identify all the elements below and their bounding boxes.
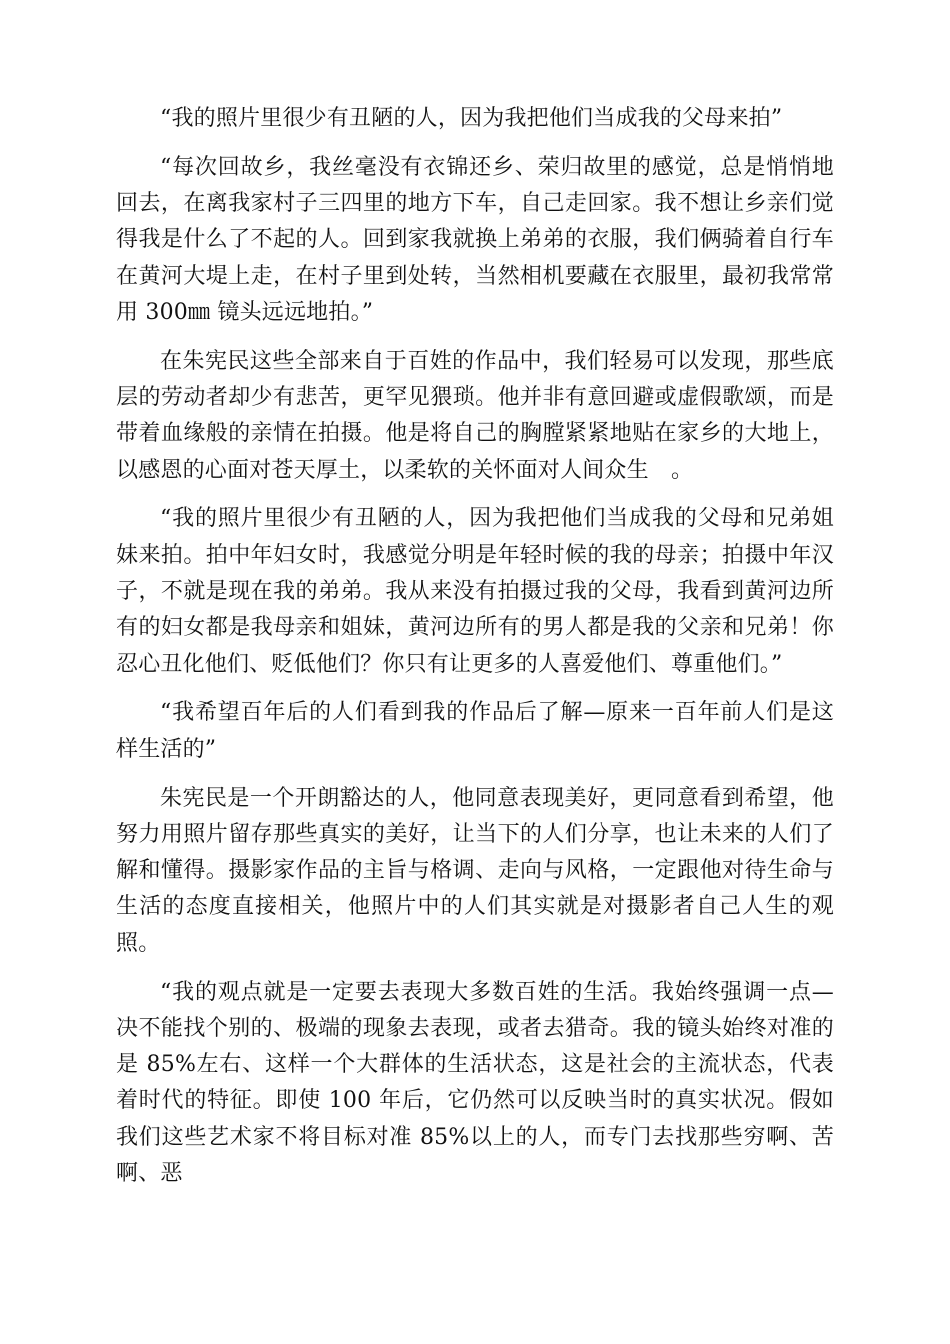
- document-body: [116, 101, 834, 1205]
- paragraph-quote-family: “我的照片里很少有丑陋的人，因为我把他们当成我的父母和兄弟姐妹来拍。拍中年妇女时，我感觉分明是年轻时候的我的母亲；拍摄中年汉子，不就是现在我的弟弟。我从来没有拍摄过我的父母，我看到黄河边所有的妇女都是我母亲和姐妹，黄河边所有的男人都是我的父亲和兄弟！你忍心丑化他们、贬低他们？你只有让更多的人喜爱他们、尊重他们。”: [116, 506, 834, 677]
- paragraph-commentary-attitude: 朱宪民是一个开朗豁达的人，他同意表现美好，更同意看到希望，他努力用照片留存那些真实的美好，让当下的人们分享，也让未来的人们了解和懂得。摄影家作品的主旨与格调、走向与风格，一定跟他对待生命与生活的态度直接相关，他照片中的人们其实就是对摄影者自己人生的观照。: [116, 785, 834, 956]
- paragraph-quote-heading-1: “我的照片里很少有丑陋的人，因为我把他们当成我的父母来拍”: [160, 106, 783, 131]
- paragraph-quote-heading-2: “我希望百年后的人们看到我的作品后了解—原来一百年前人们是这样生活的”: [116, 700, 834, 762]
- paragraph-commentary-kinship: 在朱宪民这些全部来自于百姓的作品中，我们轻易可以发现，那些底层的劳动者却少有悲苦，更罕见猥琐。他并非有意回避或虚假歌颂，而是带着血缘般的亲情在拍摄。他是将自己的胸膛紧紧地贴在家乡的大地上，以感恩的心面对苍天厚土，以柔软的关怀面对人间众生 。: [116, 348, 834, 483]
- paragraph-quote-majority: “我的观点就是一定要去表现大多数百姓的生活。我始终强调一点—决不能找个别的、极端的现象去表现，或者去猎奇。我的镜头始终对准的是 85%左右、这样一个大群体的生活状态，这是社会的主流状态，代表着时代的特征。即使 100 年后，它仍然可以反映当时的真实状况。假如我们这些艺术家不将目标对准 85%以上的人，而专门去找那些穷啊、苦啊、恶: [116, 979, 834, 1187]
- paragraph-quote-hometown: “每次回故乡，我丝毫没有衣锦还乡、荣归故里的感觉，总是悄悄地回去，在离我家村子三四里的地方下车，自己走回家。我不想让乡亲们觉得我是什么了不起的人。回到家我就换上弟弟的衣服，我们俩骑着自行车在黄河大堤上走，在村子里到处转，当然相机要藏在衣服里，最初我常常用 300㎜ 镜头远远地拍。”: [116, 154, 834, 325]
